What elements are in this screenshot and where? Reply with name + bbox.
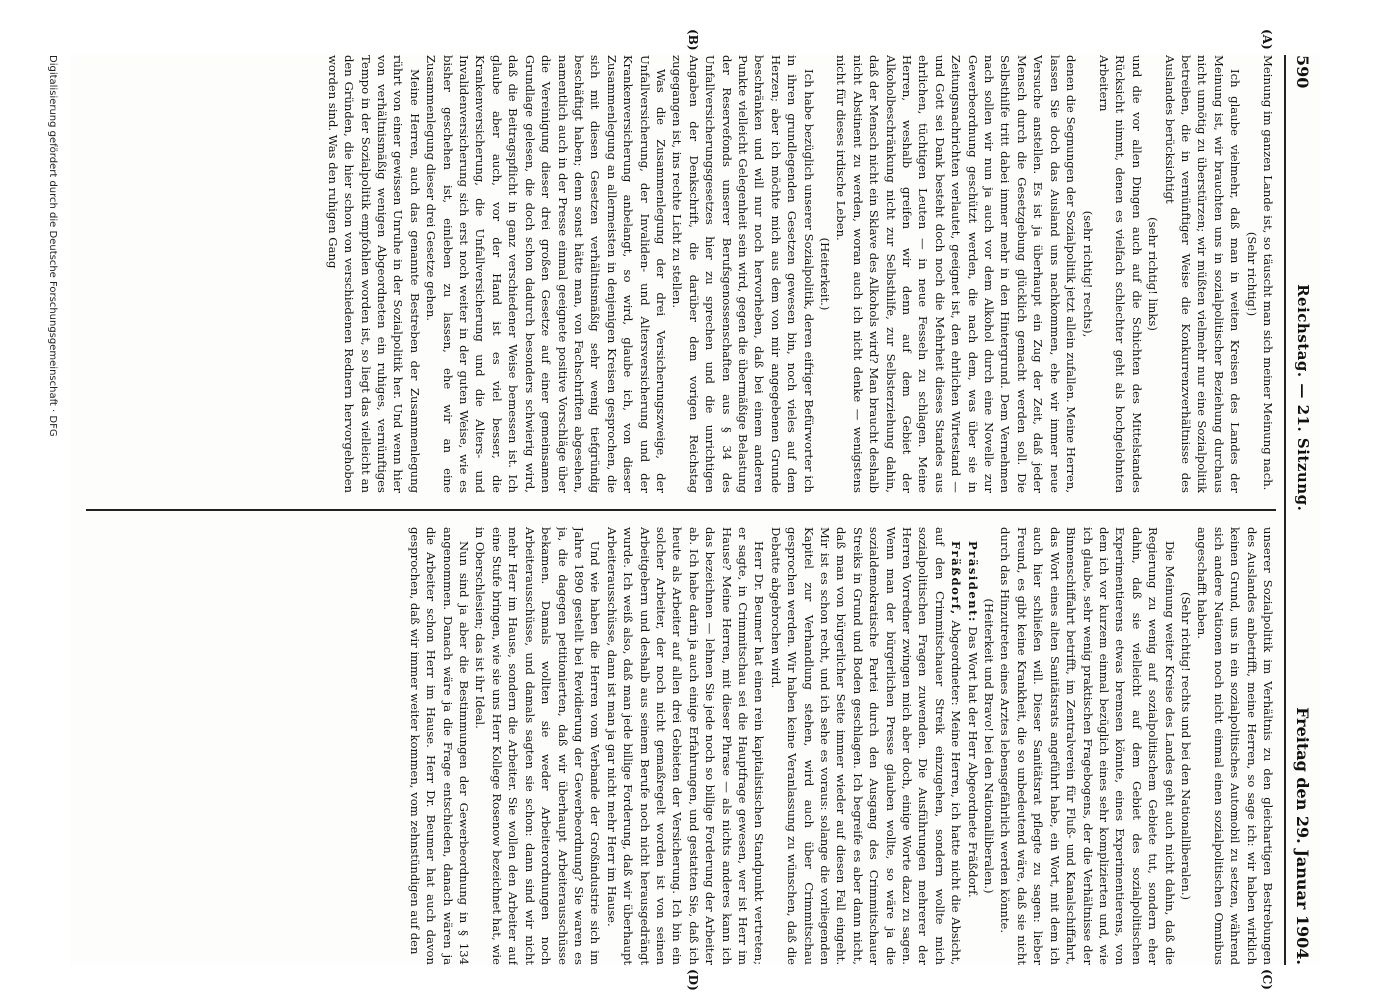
page-number: 590 — [1293, 55, 1313, 89]
right-text-column — [80, 527, 1276, 965]
paragraph: Und wie haben die Herren vom Verbande der Großindustrie sich im Jahre 1890 gestellt bei Revidierung der Gewerbeordnung? Sie waren es ja, die dagegen petitionierten, daß wir überhaupt Arbeiterausschüsse bekamen. Damals wollten sie weder Arbeiterordnungen noch Arbeiterausschüsse, und damals sagten sie schon: dann sind wir nicht mehr Herr im Hause, sondern die Arbeiter. Sie wollen den Arbeiter auf eine Stufe bringen, wie sie uns Herr Kollege Rosenow bezeichnet hat, wie in Oberschlesien; das ist ihr Ideal. — [473, 527, 603, 965]
paragraph: Ich habe bezüglich unserer Sozialpolitik, deren eifriger Befürworter ich in ihren grundlegenden Gesetzen gewesen bin, noch vieles auf dem Herzen; aber ich möchte mich aus dem von mir angegebenen Grunde beschränken und will nur noch hervorheben, daß bei einem anderen Punkte vielleicht Gelegenheit sein wird, gegen die übermäßige Belastung der Reservefonds unserer Berufsgenossenschaften aus § 34 des Unfallversicherungsgesetzes hier zu sprechen und die unrichtigen Angaben der Denkschrift, die darüber dem vorigen Reichstag zugegangen ist, ins rechte Licht zu stellen. — [670, 55, 816, 493]
paragraph: Meine Herren, auch das genannte Bestreben der Zusammenlegung rührt von einer gewissen Unruhe in der Sozialpolitik her. Und wenn hier von verhältnismäßig wenigen Abgeordneten ein ruhiges, vernünftiges Tempo in der Sozialpolitik empfohlen worden ist, so liegt das vielleicht an den Gründen, die hier schon von verschiedenen Rednern hervorgehoben worden sind. Was den ruhigen Gang — [325, 55, 422, 493]
session-date: Freitag den 29. Januar 1904. — [1293, 707, 1313, 965]
interjection: (Heiterkeit.) — [818, 237, 833, 311]
page-header — [1284, 55, 1320, 965]
paragraph: Herr Dr. Beumer hat einen rein kapitalistischen Standpunkt vertreten; er sagte, in Crimmitschau sei die Hauptfrage gewesen, wer ist Herr im Hause? Meine Herren, mit dieser Phrase — als nichts anderes kann ich das bezeichnen — lehnen Sie jede noch so billige Forderung der Arbeiter ab. Ich habe darin ja auch einige Erfahrungen, und gestatten Sie, daß ich heute als Arbeiter auf allen drei Gebieten der Versicherung. Ich bin ein solcher Arbeiter, der noch nicht gemaßregelt worden ist von seinen Arbeitgebern und deshalb aus seinem Berufe noch nicht herausgedrängt wurde. Ich weiß also, daß man jede billige Forderung, daß wir überhaupt Arbeiterausschüsse, dann ist man ja gar nicht mehr Herr im Hause. — [604, 527, 767, 965]
margin-marker-c: (C) — [1260, 969, 1274, 990]
speaker-text: Das Wort hat der Herr Abgeordnete Fräßdorf. — [965, 622, 980, 898]
interjection: (sehr richtig! rechts), — [1080, 210, 1095, 338]
paragraph: unserer Sozialpolitik im Verhältnis zu den gleichartigen Bestrebungen des Auslandes anbetrifft, meine Herren, so sage ich: wir haben wirklich keinen Grund, uns in ein sozialpolitisches Automobil zu setzen, während sich andere Nationen noch nicht einmal einen sozialpolitischen Omnibus angeschafft haben. — [1195, 527, 1275, 965]
margin-marker-d: (D) — [686, 969, 700, 991]
interjection: (sehr richtig! links) — [1146, 217, 1161, 331]
session-title: Reichstag. — 21. Sitzung. — [1294, 284, 1312, 512]
left-text-column — [80, 55, 1276, 493]
column-divider — [86, 509, 1276, 511]
margin-marker-b: (B) — [686, 29, 700, 51]
paragraph: Meinung im ganzen Lande ist, so täuscht man sich meiner Meinung nach. — [1261, 55, 1275, 491]
paragraph: und die vor allen Dingen auch auf die Schichten des Mittelstandes Rücksicht nimmt, denen es vielfach schlechter geht als hochgelohnten Arbeitern — [1096, 55, 1144, 493]
paragraph: Was die Zusammenlegung der drei Versicherungszweige, der Unfallversicherung, der Invaliden- und Altersversicherung und der Krankenversicherung anbelangt, so wird, glaube ich, von dieser Zusammenlegung an allermeisten in denjenigen Kreisen gesprochen, die sich mit diesen Gesetzen verhältnismäßig sehr wenig tiefgründig beschäftigt haben; denn sonst hätte man, von Fachschriften abgesehen, namentlich auch in der Presse einmal geeignete positive Vorschläge über die Vereinigung dieser drei großen Gesetze auf einer gemeinsamen Grundlage gelesen, die doch schon dadurch besonders schwierig wird, daß die Beitragspflicht in ganz verschiedener Weise bemessen ist. Ich glaube aber auch, vor der Hand ist es viel besser, die Krankenversicherung, die Unfallversicherung und die Alters- und Invalidenversicherung sich erst noch weiter in der guten Weise, wie es bisher geschehen ist, einleben zu lassen, ehe wir an eine Zusammenlegung dieser drei Gesetze gehen. — [424, 55, 668, 493]
paragraph: denen die Segnungen der Sozialpolitik jetzt allein zufallen. Meine Herren, lassen Sie doch das Ausland uns nachkommen, ehe wir immer neue Versuche anstellen. Es ist ja überhaupt ein Zug der Zeit, daß jeder Mensch durch die Gesetzgebung glücklich gemacht werden soll. Die Selbsthilfe tritt dabei immer mehr in den Hintergrund. Dem Vernehmen nach sollen wir nun ja auch vor dem Alkohol durch eine Novelle zur Gewerbeordnung geschützt werden, die nach dem, was über sie in Zeitungsnachrichten verlautet, geeignet ist, den ehrlichen Wirtestand — und Gott sei Dank besteht doch noch die Mehrheit dieses Standes aus ehrlichen, tüchtigen Leuten — in neue Fesseln zu schlagen. Meine Herren, weshalb greifen wir denn auf dem Gebiet der Alkoholbeschränkung nicht zur Selbsthilfe, zur Selbsterziehung dahin, daß der Mensch nicht ein Sklave des Alkohols wird? Man braucht deshalb nicht Abstinent zu werden, woran auch ich nicht denke — wenigstens nicht für dieses irdische Leben. — [834, 55, 1079, 493]
speaker-paragraph — [767, 527, 964, 965]
paragraph: Ich glaube vielmehr, daß man in weiten Kreisen des Landes der Meinung ist, wir brauchten uns in sozialpolitischer Beziehung durchaus nicht unnötig zu überstürzen; wir müßten vielmehr nur eine Sozialpolitik betreiben, die in vernünftiger Weise die Konkurrenzverhältnisse des Auslandes berücksichtigt — [1162, 55, 1243, 493]
interjection: (Heiterkeit und Bravo! bei den Nationalliberalen.) — [982, 598, 997, 894]
digitization-credit: Digitalisierung gefördert durch die Deutsche Forschungsgemeinschaft · DFG — [47, 55, 58, 437]
paragraph: Die Meinung weiter Kreise des Landes geht auch nicht dahin, daß die Regierung zu wenig auf sozialpolitischem Gebiete tut, sondern eher dahin, daß sie vielleicht auf dem Gebiet des sozialpolitischen Experimentierens etwas bremsen könnte, eines Experimentierens, von dem ich vor kurzem einmal bezüglich eines sehr komplizierten und, wie ich glaube, sehr wenig praktischen Fragebogens, der die Verhältnisse der Binnenschiffahrt betrifft, im Zentralverein für Fluß- und Kanalschiffahrt, das Wort eines alten Sanitätsrats angeführt habe, ein Wort, mit dem ich auch hier schließen will. Dieser Sanitätsrat pflegte zu sagen: lieber Freund, es gibt keine Krankheit, die so unbedeutend wäre, daß sie nicht durch das Hinzutreten eines Arztes lebensgefährlich werden könnte. — [998, 527, 1177, 965]
rotated-page — [47, 29, 1320, 991]
interjection: (Sehr richtig!) — [1244, 231, 1259, 317]
speaker-name: Fräßdorf, — [949, 541, 964, 616]
margin-marker-a: (A) — [1260, 29, 1274, 50]
interjection: (Sehr richtig! rechts und bei den Nationalliberalen.) — [1178, 591, 1193, 901]
speaker-text: Abgeordneter: Meine Herren, ich hatte nicht die Absicht, auf den Crimmitschauer Streik einzugehen, sondern wollte mich sozialpolitischen Fragen zuwenden. Die Ausführungen mehrerer der Herren Vorredner zwingen mich aber doch, einige Worte dazu zu sagen. Wenn man der bürgerlichen Presse glauben wollte, so wäre ja die sozialdemokratische Partei durch den Ausgang des Crimmitschauer Streiks in Grund und Boden geschlagen. Ich begreife es aber dann nicht, daß man von bürgerlicher Seite immer wieder auf diesen Fall eingeht. Mir ist es schon recht, und ich sehe es voraus: solange die vorliegenden Kapitel zur Verhandlung stehen, wird auch über Crimmitschau gesprochen werden. Wir haben keine Veranlassung zu wünschen, daß die Debatte abgebrochen wird. — [768, 527, 964, 965]
paragraph: Nun sind ja aber die Bestimmungen der Gewerbeordnung in § 134 angenommen. Danach wäre ja die Frage entschieden, danach wären ja die Arbeiter schon Herr im Hause. Herr Dr. Beumer hat auch davon gesprochen, daß wir immer weiter kommen, vom zehnstündigen auf den — [407, 527, 472, 965]
speaker-name: Präsident: — [965, 541, 980, 623]
speaker-paragraph — [964, 527, 980, 965]
